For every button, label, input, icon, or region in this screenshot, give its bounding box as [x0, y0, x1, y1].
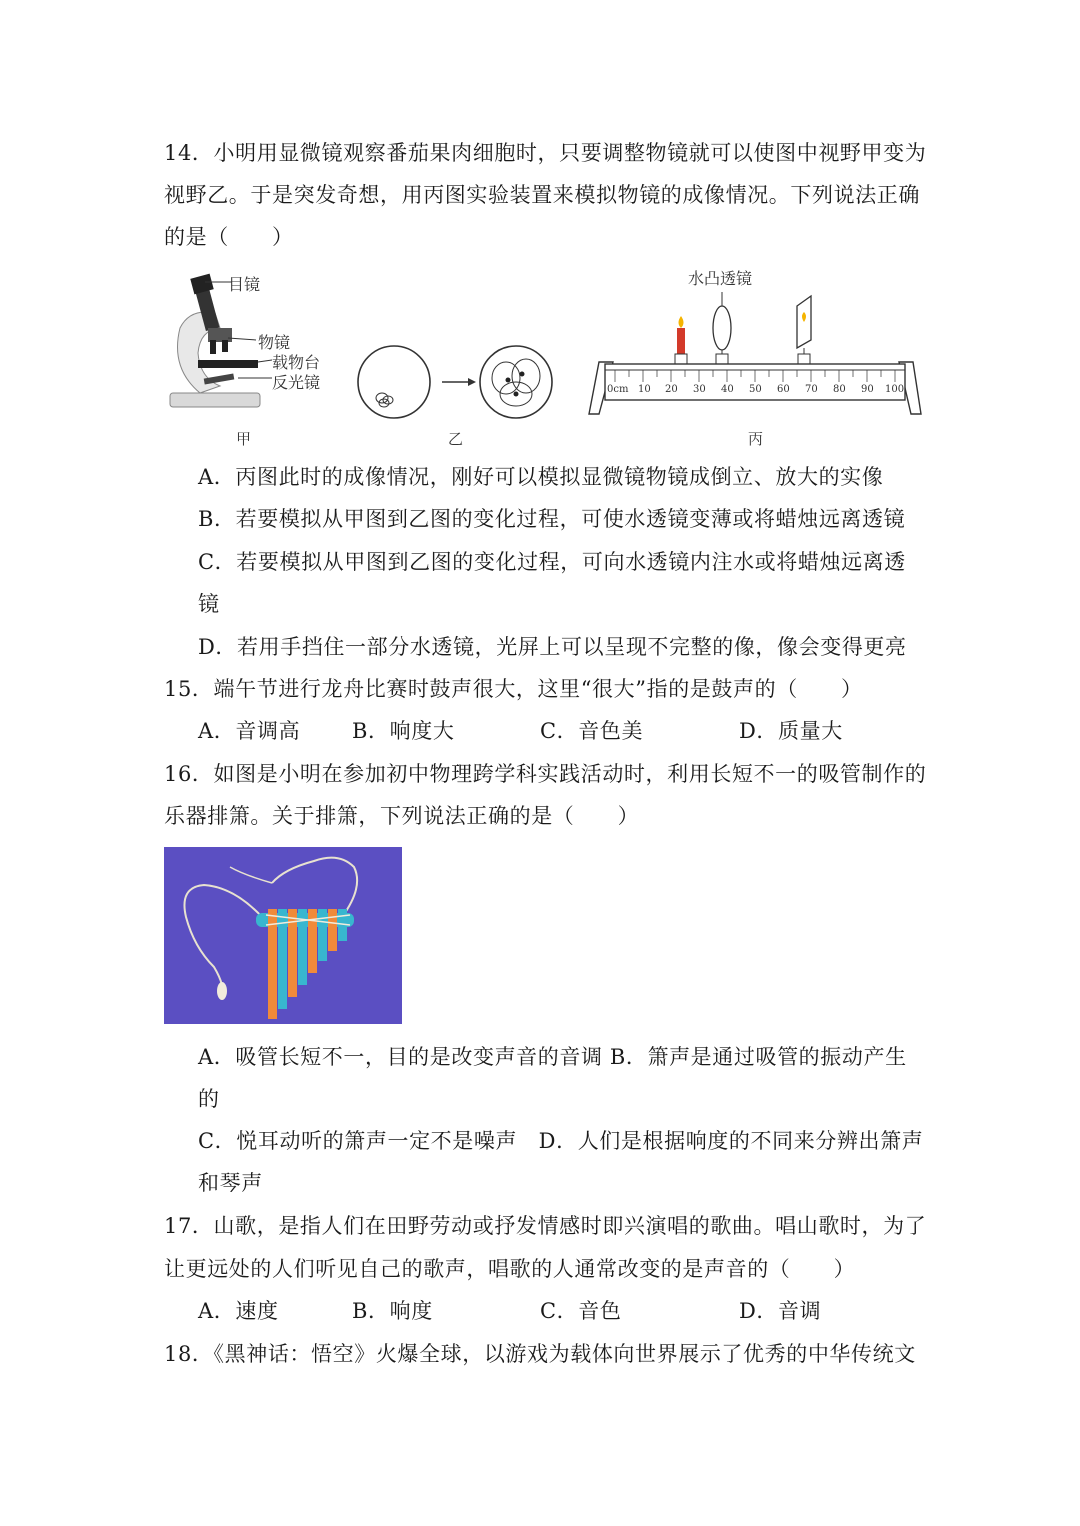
q16-options-line4: 和琴声 — [198, 1171, 263, 1195]
q15-stem: 15．端午节进行龙舟比赛时鼓声很大，这里“很大”指的是鼓声的（ ） — [164, 677, 863, 701]
caption-jia: 甲 — [236, 430, 252, 448]
caption-bing: 丙 — [748, 430, 764, 448]
q16-options-line2: 的 — [198, 1087, 220, 1111]
q17-option-d: D．音调 — [739, 1299, 822, 1323]
q16-stem-line1: 16．如图是小明在参加初中物理跨学科实践活动时，利用长短不一的吸管制作的 — [164, 762, 927, 786]
ruler-tick: 50 — [749, 384, 762, 395]
ruler-tick: 40 — [721, 384, 734, 395]
q18-stem-line1: 18．《黑神话：悟空》火爆全球，以游戏为载体向世界展示了优秀的中华传统文 — [164, 1342, 916, 1366]
label-objective: 物镜 — [258, 333, 291, 352]
q14-option-c-line2: 镜 — [198, 592, 220, 616]
q14-stem-line2: 视野乙。于是突发奇想，用丙图实验装置来模拟物镜的成像情况。下列说法正确 — [164, 183, 920, 207]
q14-option-c-line1: C．若要模拟从甲图到乙图的变化过程，可向水透镜内注水或将蜡烛远离透 — [198, 550, 906, 574]
q17-options — [198, 1296, 821, 1326]
ruler-tick: 70 — [805, 384, 818, 395]
q17-option-b: B．响度 — [352, 1299, 433, 1323]
ruler-tick: 30 — [693, 384, 706, 395]
ruler-tick: 20 — [665, 384, 678, 395]
q16-stem-line2: 乐器排箫。关于排箫，下列说法正确的是（ ） — [164, 804, 640, 828]
q14-stem-line3: 的是（ ） — [164, 225, 294, 249]
q15-option-b: B．响度大 — [352, 719, 455, 743]
pan-flute-photo — [164, 847, 402, 1024]
caption-yi: 乙 — [448, 430, 464, 448]
q16-options-line3: C．悦耳动听的箫声一定不是噪声 D．人们是根据响度的不同来分辨出箫声 — [198, 1129, 924, 1153]
ruler-tick: 100 — [885, 384, 905, 395]
label-eyepiece: 目镜 — [228, 275, 261, 294]
q15-option-a: A．音调高 — [198, 719, 301, 743]
q17-option-c: C．音色 — [540, 1299, 622, 1323]
ruler-tick: 10 — [638, 384, 651, 395]
q15-options — [198, 716, 843, 746]
q14-option-d: D．若用手挡住一部分水透镜，光屏上可以呈现不完整的像，像会变得更亮 — [198, 635, 907, 659]
q14-option-a: A．丙图此时的成像情况，刚好可以模拟显微镜物镜成倒立、放大的实像 — [198, 465, 884, 489]
q17-option-a: A．速度 — [198, 1299, 279, 1323]
q14-option-b: B．若要模拟从甲图到乙图的变化过程，可使水透镜变薄或将蜡烛远离透镜 — [198, 507, 906, 531]
ruler-tick: 0cm — [607, 384, 629, 395]
q14-stem-line1: 14．小明用显微镜观察番茄果肉细胞时，只要调整物镜就可以使图中视野甲变为 — [164, 141, 927, 165]
q16-options-line1: A．吸管长短不一，目的是改变声音的音调 B．箫声是通过吸管的振动产生 — [198, 1045, 907, 1069]
q17-stem-line2: 让更远处的人们听见自己的歌声，唱歌的人通常改变的是声音的（ ） — [164, 1257, 856, 1281]
q15-option-d: D．质量大 — [739, 719, 843, 743]
ruler-tick: 90 — [861, 384, 874, 395]
ruler-tick: 80 — [833, 384, 846, 395]
label-stage: 载物台 — [272, 353, 321, 372]
q15-option-c: C．音色美 — [540, 719, 644, 743]
label-mirror: 反光镜 — [272, 373, 321, 392]
ruler-tick: 60 — [777, 384, 790, 395]
q17-stem-line1: 17．山歌，是指人们在田野劳动或抒发情感时即兴演唱的歌曲。唱山歌时，为了 — [164, 1214, 927, 1238]
field-of-view-figure — [356, 340, 556, 430]
label-water-lens: 水凸透镜 — [688, 269, 753, 288]
